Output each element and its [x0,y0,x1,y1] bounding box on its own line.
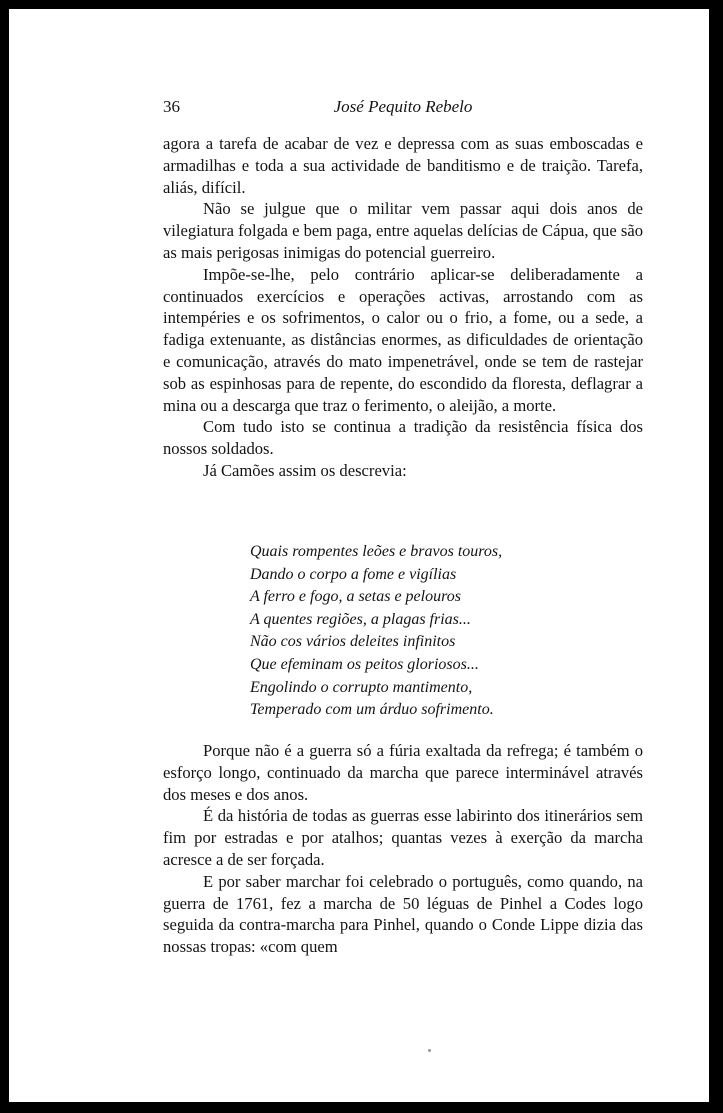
verse-line: A ferro e fogo, a setas e pelouros [250,588,461,606]
verse-line: Dando o corpo a fome e vigílias [250,565,457,583]
page-number: 36 [163,97,180,116]
paragraph: E por saber marchar foi celebrado o português, como quando, na guerra de 1761, fez a marcha de 50 léguas de Pinhel a Codes logo seguida da contra-marcha para Pinhel, quando o Conde Lippe dizia das nossas tropas: «com quem [163,871,643,957]
paragraph: Com tudo isto se continua a tradição da resistência física dos nossos soldados. [163,417,643,459]
paragraph: Não se julgue que o militar vem passar aqui dois anos de vilegiatura folgada e bem paga, entre aquelas delícias de Cápua, que são as mais perigosas inimigas do potencial guerreiro. [163,199,643,262]
verse-line: A quentes regiões, a plagas frias... [250,610,471,628]
verse-quotation [250,541,502,722]
text-block-before-verse [163,133,643,482]
verse-line: Quais rompentes leões e bravos touros, [250,543,503,560]
paragraph: Impõe-se-lhe, pelo contrário aplicar-se deliberadamente a continuados exercícios e operações activas, arrostando com as intempéries e os sofrimentos, o calor ou o frio, a fome, ou a sede, a fadiga extenuante, as distâncias enormes, as dificuldades de orientação e comunicação, através do mato impenetrável, onde se tem de rastejar sob as espinhosas para de repente, do escondido da floresta, deflagrar a mina ou a descarga que traz o ferimento, o aleijão, a morte. [163,264,643,415]
page-header [163,97,643,119]
running-title: José Pequito Rebelo [333,97,473,116]
book-page [9,9,709,1102]
paragraph: agora a tarefa de acabar de vez e depressa com as suas emboscadas e armadilhas e toda a sua actividade de banditismo e de traição. Tarefa, aliás, difícil. [163,134,643,197]
verse-line: Que efeminam os peitos gloriosos... [250,655,479,673]
verse-line: Não cos vários deleites infinitos [250,633,456,651]
paragraph: Já Camões assim os descrevia: [203,460,407,480]
text-block-after-verse [163,740,643,958]
paper-speck [428,1049,431,1052]
paragraph: Porque não é a guerra só a fúria exaltada da refrega; é também o esforço longo, continuado da marcha que parece interminável através dos meses e dos anos. [163,741,643,804]
verse-line: Temperado com um árduo sofrimento. [250,701,494,719]
verse-line: Engolindo o corrupto mantimento, [250,678,473,696]
paragraph: É da história de todas as guerras esse labirinto dos itinerários sem fim por estradas e por atalhos; quantas vezes à exerção da marcha acresce a de ser forçada. [163,806,643,869]
